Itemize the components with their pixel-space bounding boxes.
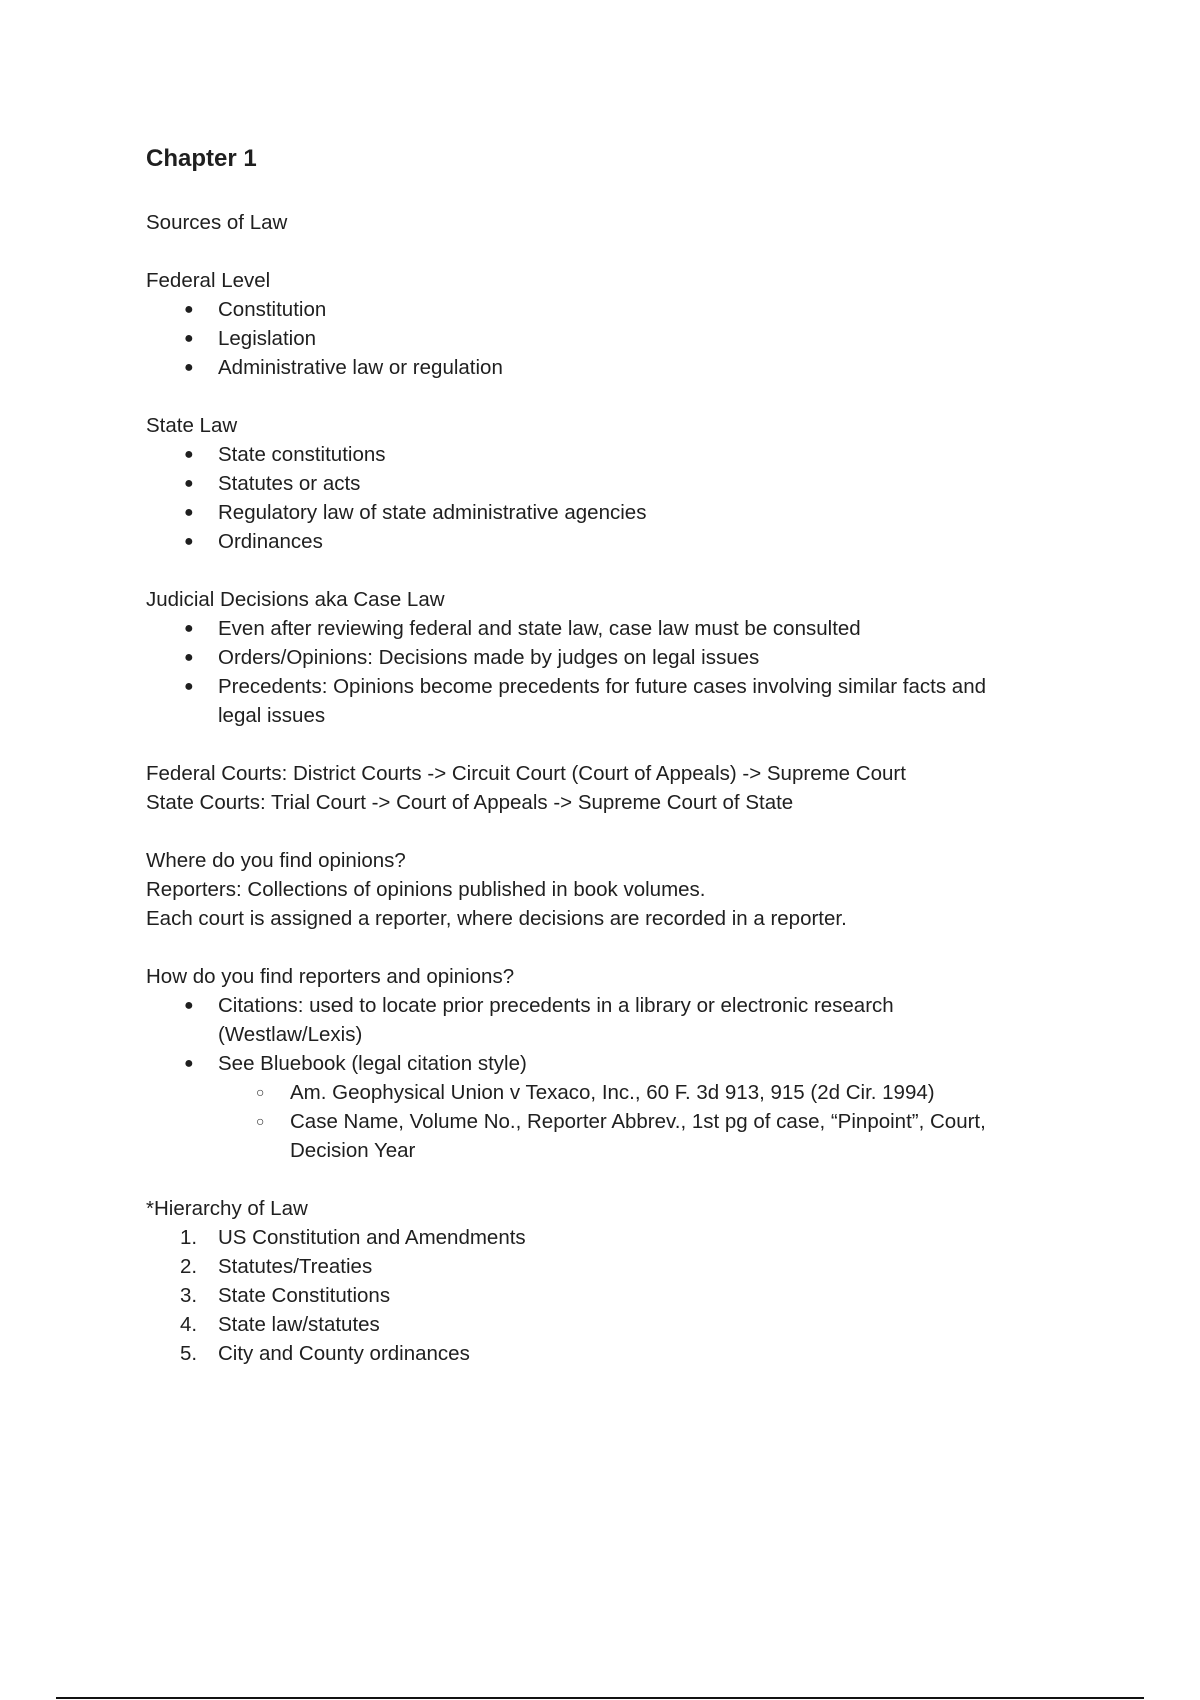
list-item: ● Even after reviewing federal and state law, case law must be consulted: [146, 614, 1076, 643]
list-number: 3.: [180, 1284, 198, 1307]
federal-heading: Federal Level: [146, 269, 271, 292]
sources-heading: Sources of Law: [146, 211, 288, 234]
list-item: 4. State law/statutes: [146, 1310, 1076, 1339]
bullet-icon: ●: [184, 649, 194, 666]
chapter-title: Chapter 1: [146, 145, 257, 172]
bullet-icon: ●: [184, 678, 194, 695]
list-number: 1.: [180, 1226, 198, 1249]
list-number: 4.: [180, 1313, 198, 1336]
bullet-icon: ●: [184, 1055, 194, 1072]
judicial-heading: Judicial Decisions aka Case Law: [146, 588, 445, 611]
sub-bullet-icon: ○: [256, 1113, 265, 1129]
list-number: 5.: [180, 1342, 198, 1365]
state-list: [146, 440, 1076, 556]
list-item: ● Administrative law or regulation: [146, 353, 1076, 382]
list-item: 3. State Constitutions: [146, 1281, 1076, 1310]
list-item: ● Statutes or acts: [146, 469, 1076, 498]
spacer: [146, 933, 1076, 962]
list-item: ○ Am. Geophysical Union v Texaco, Inc., 60 F. 3d 913, 915 (2d Cir. 1994): [146, 1078, 1076, 1107]
sub-bullet-icon: ○: [256, 1084, 265, 1100]
find-question: How do you find reporters and opinions?: [146, 965, 515, 988]
bullet-icon: ●: [184, 504, 194, 521]
find-list: [146, 991, 1076, 1165]
bullet-icon: ●: [184, 330, 194, 347]
bullet-icon: ●: [184, 301, 194, 318]
judicial-list: [146, 614, 1076, 730]
hierarchy-list: [146, 1223, 1076, 1368]
state-heading: State Law: [146, 414, 238, 437]
assigned-line: Each court is assigned a reporter, where decisions are recorded in a reporter.: [146, 907, 847, 930]
federal-list: [146, 295, 1076, 382]
reporters-line: Reporters: Collections of opinions published in book volumes.: [146, 878, 706, 901]
list-number: 2.: [180, 1255, 198, 1278]
spacer: [146, 382, 1076, 411]
list-item: ● Orders/Opinions: Decisions made by judges on legal issues: [146, 643, 1076, 672]
spacer: [146, 730, 1076, 759]
list-item: ● Legislation: [146, 324, 1076, 353]
spacer: [146, 556, 1076, 585]
list-item: ● Constitution: [146, 295, 1076, 324]
list-item: ● Precedents: Opinions become precedents for future cases involving similar facts and legal issues: [146, 672, 1076, 730]
list-item: ● Ordinances: [146, 527, 1076, 556]
spacer: [146, 1165, 1076, 1194]
list-item: ● Citations: used to locate prior precedents in a library or electronic research (Westlaw/Lexis): [146, 991, 1076, 1049]
bullet-icon: ●: [184, 533, 194, 550]
bullet-icon: ●: [184, 359, 194, 376]
document-body: [146, 208, 1076, 1368]
list-item: 1. US Constitution and Amendments: [146, 1223, 1076, 1252]
spacer: [146, 817, 1076, 846]
bullet-icon: ●: [184, 997, 194, 1014]
federal-courts-line: Federal Courts: District Courts -> Circuit Court (Court of Appeals) -> Supreme Court: [146, 762, 906, 785]
hierarchy-heading: *Hierarchy of Law: [146, 1197, 308, 1220]
opinions-question: Where do you find opinions?: [146, 849, 406, 872]
list-item: 2. Statutes/Treaties: [146, 1252, 1076, 1281]
spacer: [146, 237, 1076, 266]
list-item: ○ Case Name, Volume No., Reporter Abbrev., 1st pg of case, “Pinpoint”, Court, Decision Year: [146, 1107, 1076, 1165]
page-bottom-rule: [56, 1697, 1144, 1699]
list-item: ● Regulatory law of state administrative agencies: [146, 498, 1076, 527]
list-item: ● See Bluebook (legal citation style): [146, 1049, 1076, 1078]
bullet-icon: ●: [184, 446, 194, 463]
bullet-icon: ●: [184, 475, 194, 492]
state-courts-line: State Courts: Trial Court -> Court of Appeals -> Supreme Court of State: [146, 791, 794, 814]
list-item: 5. City and County ordinances: [146, 1339, 1076, 1368]
bullet-icon: ●: [184, 620, 194, 637]
list-item: ● State constitutions: [146, 440, 1076, 469]
